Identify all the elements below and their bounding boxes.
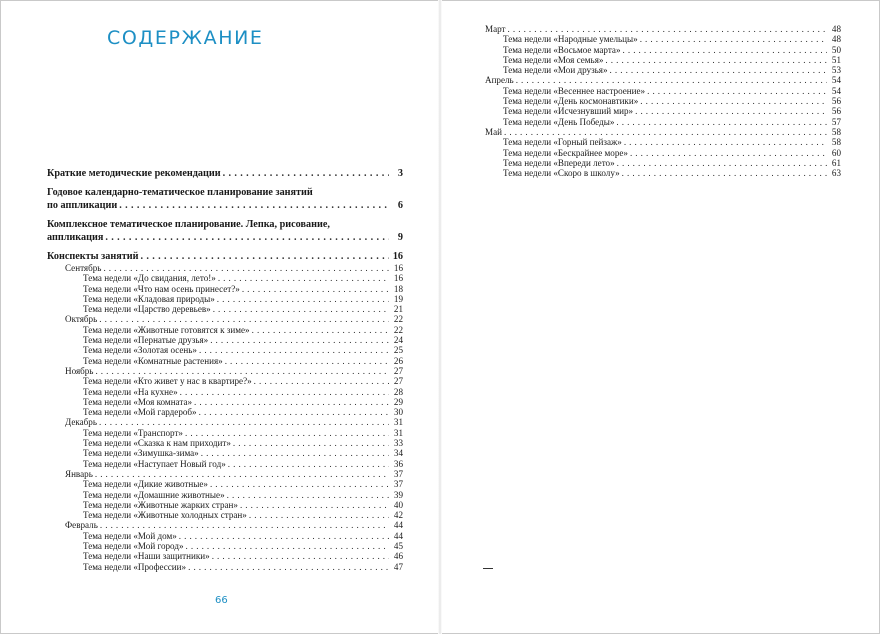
toc-entry-page: 58	[831, 137, 841, 148]
toc-entry-page: 25	[393, 345, 403, 356]
toc-topic-entry	[47, 448, 403, 458]
leader-dots	[213, 304, 389, 314]
toc-entry-page: 61	[831, 157, 841, 168]
toc-entry	[47, 167, 403, 180]
toc-entry-label-line1: Годовое календарно-тематическое планирование занятий	[47, 187, 313, 198]
leader-dots	[233, 438, 389, 448]
toc-entry-label: Тема недели «Мой дом»	[83, 530, 177, 541]
toc-topic-entry	[47, 376, 403, 386]
book-gutter	[438, 0, 442, 634]
toc-entry-page: 57	[831, 116, 841, 127]
toc-entry-label-line1: Комплексное тематическое планирование. Лепка, рисование,	[47, 219, 330, 230]
toc-entry	[47, 199, 403, 212]
toc-entry-page: 60	[831, 147, 841, 158]
toc-topic-entry	[47, 294, 403, 304]
toc-entry-page: 39	[393, 489, 403, 500]
leader-dots	[119, 199, 389, 212]
toc-topic-entry	[47, 531, 403, 541]
leader-dots	[185, 428, 389, 438]
toc-entry-page: 50	[831, 44, 841, 55]
toc-topic-entry	[47, 428, 403, 438]
leader-dots	[103, 263, 389, 273]
toc-entry-label: Апрель	[485, 75, 514, 86]
toc-entry-page: 54	[831, 85, 841, 96]
toc-entry-page: 46	[393, 551, 403, 562]
toc-entry-page: 47	[393, 561, 403, 572]
toc-entry-label: Тема недели «Дикие животные»	[83, 479, 208, 490]
footer-dash	[483, 568, 493, 569]
toc-entry-page: 48	[831, 34, 841, 45]
toc-entry-page: 44	[393, 520, 403, 531]
toc-entry-label: Ноябрь	[65, 365, 94, 376]
toc-entry-label: Тема недели «Пернатые друзья»	[83, 335, 209, 346]
toc-month-entry	[47, 366, 403, 376]
toc-entry-page: 16	[392, 251, 403, 262]
toc-entry-label: Тема недели «День космонавтики»	[503, 96, 639, 107]
leader-dots	[640, 34, 827, 44]
toc-month-entry	[485, 75, 841, 85]
toc-topic-entry	[47, 397, 403, 407]
toc-month-entry	[47, 263, 403, 273]
toc-entry-label: Октябрь	[65, 314, 98, 325]
toc-entry-page: 51	[831, 54, 841, 65]
toc-entry-label: Тема недели «День Победы»	[503, 116, 615, 127]
toc-entry-page: 9	[397, 232, 403, 243]
toc-entry-label: Тема недели «Животные холодных стран»	[83, 510, 247, 521]
toc-entry-label: Тема недели «Животные готовятся к зиме»	[83, 324, 250, 335]
toc-entry-page: 24	[393, 335, 403, 346]
toc-entry-label: Тема недели «Весеннее настроение»	[503, 85, 646, 96]
toc-entry-label: Тема недели «Горный пейзаж»	[503, 137, 622, 148]
leader-dots	[508, 24, 827, 34]
toc-topic-entry	[47, 345, 403, 355]
leader-dots	[227, 490, 389, 500]
leader-dots	[617, 158, 827, 168]
leader-dots	[504, 127, 827, 137]
toc-entry-page: 36	[393, 458, 403, 469]
toc-entry-page: 48	[831, 24, 841, 34]
leader-dots	[640, 96, 827, 106]
leader-dots	[623, 45, 828, 55]
leader-dots	[254, 376, 389, 386]
leader-dots	[240, 500, 389, 510]
toc-topic-entry	[47, 510, 403, 520]
toc-entry-label: Тема недели «Мой гардероб»	[83, 407, 197, 418]
toc-entry-page: 16	[393, 263, 403, 273]
toc-entry-page: 37	[393, 479, 403, 490]
toc-entry-label: Тема недели «Кладовая природы»	[83, 293, 215, 304]
leader-dots	[647, 86, 827, 96]
leader-dots	[95, 366, 389, 376]
toc-topic-entry	[47, 325, 403, 335]
toc-topic-entry	[485, 55, 841, 65]
toc-topic-entry	[485, 34, 841, 44]
toc-entry-label: Тема недели «Бескрайнее море»	[503, 147, 628, 158]
toc-entry-page: 22	[393, 324, 403, 335]
toc-entry-page: 31	[393, 417, 403, 428]
toc-month-entry	[47, 520, 403, 530]
toc-month-entry	[485, 127, 841, 137]
toc-entry-page: 6	[397, 200, 403, 211]
leader-dots	[105, 231, 389, 244]
toc-entry-konspekty	[47, 250, 403, 263]
leader-dots	[100, 520, 389, 530]
toc-entry-label: Конспекты занятий	[47, 251, 139, 262]
toc-entry-label: Февраль	[65, 520, 98, 531]
toc-entry-page: 63	[831, 168, 841, 179]
toc-entry-label: Март	[485, 24, 506, 34]
leader-dots	[249, 510, 389, 520]
toc-months-list	[47, 263, 403, 572]
toc-months-list	[485, 24, 841, 178]
toc-entry-page: 58	[831, 126, 841, 137]
toc-month-entry	[47, 469, 403, 479]
toc-section-complex	[47, 218, 403, 244]
toc-entry-label: Тема недели «Домашние животные»	[83, 489, 225, 500]
toc-topic-entry	[485, 148, 841, 158]
toc-entry-page: 56	[831, 96, 841, 107]
toc-entry-page: 29	[393, 396, 403, 407]
toc-entry-label: Тема недели «Наши защитники»	[83, 551, 210, 562]
toc-topic-entry	[47, 541, 403, 551]
leader-dots	[223, 167, 389, 180]
leader-dots	[610, 65, 827, 75]
toc-entry-label: Тема недели «Комнатные растения»	[83, 355, 223, 366]
leader-dots	[624, 137, 827, 147]
toc-entry-page: 19	[393, 293, 403, 304]
leader-dots	[210, 479, 389, 489]
toc-entry-label-line2: аппликация	[47, 232, 104, 243]
toc-entry-page: 27	[393, 376, 403, 387]
toc-entry-label: Тема недели «На кухне»	[83, 386, 178, 397]
toc-entry-page: 45	[393, 541, 403, 552]
toc-entry-label: Май	[485, 126, 502, 137]
leader-dots	[516, 75, 827, 85]
toc-left-column	[47, 167, 403, 572]
toc-entry-page: 3	[397, 168, 403, 179]
page-title: СОДЕРЖАНИЕ	[107, 27, 264, 49]
toc-topic-entry	[485, 158, 841, 168]
leader-dots	[201, 448, 389, 458]
toc-section-annual	[47, 186, 403, 212]
toc-topic-entry	[485, 117, 841, 127]
leader-dots	[199, 345, 389, 355]
toc-entry-label: Тема недели «До свидания, лето!»	[83, 273, 216, 284]
leader-dots	[99, 314, 389, 324]
leader-dots	[217, 294, 389, 304]
leader-dots	[242, 284, 389, 294]
toc-topic-entry	[485, 106, 841, 116]
toc-topic-entry	[485, 65, 841, 75]
leader-dots	[630, 148, 827, 158]
leader-dots	[252, 325, 389, 335]
toc-entry-page: 56	[831, 106, 841, 117]
toc-entry-label: Декабрь	[65, 417, 97, 428]
toc-entry-page: 21	[393, 304, 403, 315]
toc-entry-page: 54	[831, 75, 841, 86]
toc-entry-label: Тема недели «Профессии»	[83, 561, 187, 572]
toc-entry-label: Тема недели «Впереди лето»	[503, 157, 615, 168]
page-number: 66	[215, 595, 228, 606]
toc-entry-label: Тема недели «Кто живет у нас в квартире?»	[83, 376, 252, 387]
toc-topic-entry	[47, 387, 403, 397]
toc-entry-label: Тема недели «Сказка к нам приходит»	[83, 438, 231, 449]
toc-topic-entry	[47, 551, 403, 561]
toc-entry-page: 28	[393, 386, 403, 397]
leader-dots	[212, 551, 389, 561]
toc-month-entry	[485, 24, 841, 34]
toc-topic-entry	[485, 168, 841, 178]
toc-entry-page: 18	[393, 283, 403, 294]
toc-entry-label: Тема недели «Мой город»	[83, 541, 184, 552]
toc-entry-label: Краткие методические рекомендации	[47, 168, 221, 179]
toc-entry-label: Тема недели «Золотая осень»	[83, 345, 197, 356]
toc-entry-page: 33	[393, 438, 403, 449]
leader-dots	[616, 117, 827, 127]
toc-entry-page: 22	[393, 314, 403, 325]
leader-dots	[622, 168, 827, 178]
leader-dots	[210, 335, 389, 345]
leader-dots	[188, 562, 389, 572]
leader-dots	[218, 273, 389, 283]
toc-entry-page: 34	[393, 448, 403, 459]
toc-entry-label: Тема недели «Животные жарких стран»	[83, 499, 238, 510]
toc-right-column	[485, 24, 841, 178]
leader-dots	[186, 541, 389, 551]
toc-entry-label-line2: по аппликации	[47, 200, 118, 211]
leader-dots	[635, 106, 827, 116]
toc-entry-page: 44	[393, 530, 403, 541]
toc-topic-entry	[47, 490, 403, 500]
toc-topic-entry	[47, 356, 403, 366]
toc-entry-label: Тема недели «Народные умельцы»	[503, 34, 638, 45]
toc-topic-entry	[47, 562, 403, 572]
toc-entry-label: Тема недели «Моя комната»	[83, 396, 193, 407]
toc-topic-entry	[47, 479, 403, 489]
toc-topic-entry	[47, 273, 403, 283]
toc-entry-label: Тема недели «Царство деревьев»	[83, 304, 211, 315]
toc-entry-page: 30	[393, 407, 403, 418]
leader-dots	[225, 356, 389, 366]
toc-month-entry	[47, 417, 403, 427]
toc-entry-label: Тема недели «Исчезнувший мир»	[503, 106, 634, 117]
toc-entry-page: 37	[393, 468, 403, 479]
leader-dots	[179, 531, 389, 541]
toc-entry-label: Тема недели «Наступает Новый год»	[83, 458, 226, 469]
toc-topic-entry	[47, 284, 403, 294]
toc-entry-page: 26	[393, 355, 403, 366]
toc-entry-label: Январь	[65, 468, 93, 479]
leader-dots	[194, 397, 389, 407]
leader-dots	[99, 417, 389, 427]
toc-entry-label: Тема недели «Моя семья»	[503, 54, 604, 65]
leader-dots	[605, 55, 827, 65]
toc-entry-label: Тема недели «Восьмое марта»	[503, 44, 621, 55]
toc-entry	[47, 231, 403, 244]
toc-entry-label: Тема недели «Мои друзья»	[503, 65, 608, 76]
toc-entry-page: 53	[831, 65, 841, 76]
leader-dots	[199, 407, 389, 417]
toc-entry-label: Тема недели «Транспорт»	[83, 427, 183, 438]
toc-section-recommendations	[47, 167, 403, 180]
toc-entry-page: 40	[393, 499, 403, 510]
toc-entry-label: Тема недели «Зимушка-зима»	[83, 448, 199, 459]
toc-topic-entry	[47, 459, 403, 469]
toc-topic-entry	[485, 45, 841, 55]
toc-entry-label: Тема недели «Что нам осень принесет?»	[83, 283, 240, 294]
toc-topic-entry	[47, 438, 403, 448]
toc-topic-entry	[47, 500, 403, 510]
toc-entry-page: 31	[393, 427, 403, 438]
toc-entry-label: Тема недели «Скоро в школу»	[503, 168, 620, 179]
toc-entry-page: 27	[393, 365, 403, 376]
toc-topic-entry	[485, 137, 841, 147]
toc-topic-entry	[47, 304, 403, 314]
leader-dots	[140, 250, 389, 263]
toc-topic-entry	[485, 96, 841, 106]
toc-topic-entry	[47, 407, 403, 417]
leader-dots	[95, 469, 389, 479]
toc-month-entry	[47, 314, 403, 324]
toc-topic-entry	[485, 86, 841, 96]
toc-topic-entry	[47, 335, 403, 345]
toc-entry-label: Сентябрь	[65, 263, 102, 273]
toc-entry-page: 42	[393, 510, 403, 521]
leader-dots	[180, 387, 389, 397]
leader-dots	[228, 459, 389, 469]
toc-entry-page: 16	[393, 273, 403, 284]
